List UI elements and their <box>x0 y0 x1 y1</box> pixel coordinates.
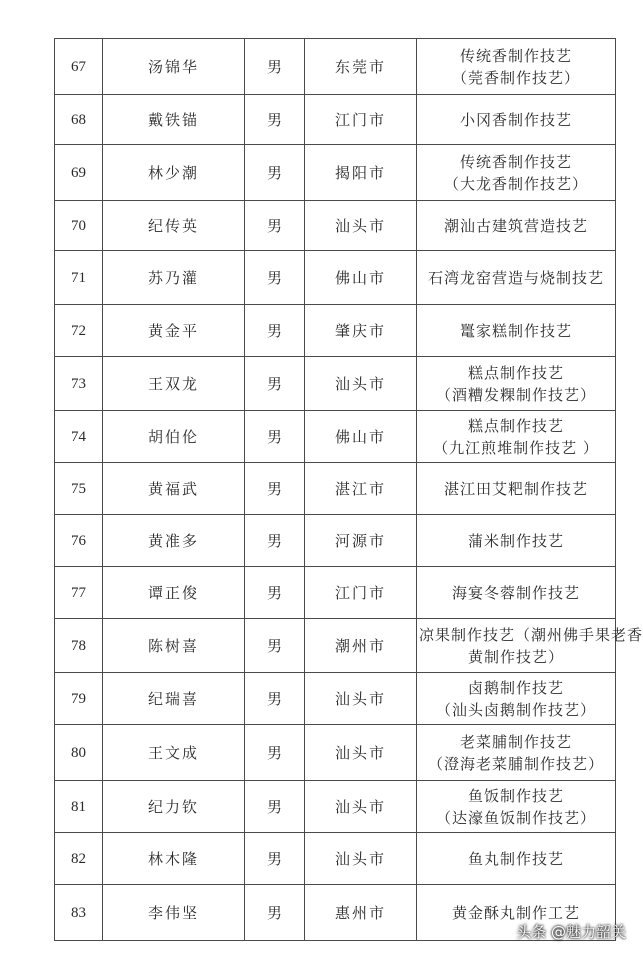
skill-name <box>417 39 616 95</box>
table-row <box>55 463 616 515</box>
skill-line: 传统香制作技艺 <box>459 152 572 171</box>
skill-name <box>417 673 616 725</box>
skill-line: 传统香制作技艺 <box>459 46 572 65</box>
row-number: 79 <box>55 673 103 725</box>
skill-line: 鱼丸制作技艺 <box>467 849 564 868</box>
row-number: 71 <box>55 251 103 305</box>
inheritor-name: 陈树喜 <box>103 619 245 673</box>
row-number: 82 <box>55 833 103 885</box>
skill-line: 蒲米制作技艺 <box>467 531 564 550</box>
inheritor-name: 戴铁锚 <box>103 95 245 145</box>
skill-line: 鼍家糕制作技艺 <box>459 321 572 340</box>
table-body <box>55 39 643 941</box>
skill-name <box>417 145 616 201</box>
table-row <box>55 145 616 201</box>
inheritor-name: 林木隆 <box>103 833 245 885</box>
skill-name <box>417 305 616 357</box>
inheritor-name: 王双龙 <box>103 357 245 411</box>
row-number: 75 <box>55 463 103 515</box>
skill-line: 糕点制作技艺 <box>467 363 564 382</box>
inheritor-name: 胡伯伦 <box>103 411 245 463</box>
skill-line: 糕点制作技艺 <box>467 416 564 435</box>
gender: 男 <box>245 567 305 619</box>
gender: 男 <box>245 885 305 941</box>
inheritor-name: 汤锦华 <box>103 39 245 95</box>
skill-name <box>417 411 616 463</box>
city: 湛江市 <box>305 463 417 515</box>
skill-name <box>417 515 616 567</box>
table-row <box>55 567 616 619</box>
skill-line: （莞香制作技艺） <box>451 68 580 87</box>
city: 惠州市 <box>305 885 417 941</box>
skill-name <box>417 201 616 251</box>
city: 江门市 <box>305 567 417 619</box>
gender: 男 <box>245 515 305 567</box>
table-row <box>55 357 616 411</box>
skill-name <box>417 725 616 781</box>
row-number: 80 <box>55 725 103 781</box>
table-row <box>55 251 616 305</box>
skill-name <box>417 781 616 833</box>
inheritor-name: 黄准多 <box>103 515 245 567</box>
row-number: 69 <box>55 145 103 201</box>
gender: 男 <box>245 833 305 885</box>
inheritor-table <box>54 38 643 941</box>
city: 佛山市 <box>305 411 417 463</box>
inheritor-name: 黄金平 <box>103 305 245 357</box>
inheritor-name: 李伟坚 <box>103 885 245 941</box>
skill-line: 黄金酥丸制作工艺 <box>451 903 580 922</box>
skill-line: 黄制作技艺） <box>467 647 564 666</box>
inheritor-name: 林少潮 <box>103 145 245 201</box>
gender: 男 <box>245 619 305 673</box>
table-row <box>55 673 616 725</box>
table-row <box>55 515 616 567</box>
table-row <box>55 619 616 673</box>
skill-line: （大龙香制作技艺） <box>443 174 588 193</box>
row-number: 72 <box>55 305 103 357</box>
skill-line: （达濠鱼饭制作技艺） <box>435 808 596 827</box>
table-row <box>55 201 616 251</box>
skill-line: 潮汕古建筑营造技艺 <box>443 216 588 235</box>
skill-name <box>417 463 616 515</box>
row-number: 78 <box>55 619 103 673</box>
inheritor-name: 苏乃灌 <box>103 251 245 305</box>
inheritor-name: 王文成 <box>103 725 245 781</box>
city: 佛山市 <box>305 251 417 305</box>
row-number: 83 <box>55 885 103 941</box>
city: 江门市 <box>305 95 417 145</box>
table-row <box>55 833 616 885</box>
gender: 男 <box>245 357 305 411</box>
row-number: 73 <box>55 357 103 411</box>
city: 河源市 <box>305 515 417 567</box>
watermark-text: 头条 @魅力韶关 <box>516 923 626 941</box>
skill-name <box>417 567 616 619</box>
gender: 男 <box>245 411 305 463</box>
inheritor-name: 纪传英 <box>103 201 245 251</box>
skill-line: （酒糟发粿制作技艺） <box>435 385 596 404</box>
gender: 男 <box>245 725 305 781</box>
row-number: 67 <box>55 39 103 95</box>
inheritor-name: 纪瑞喜 <box>103 673 245 725</box>
gender: 男 <box>245 781 305 833</box>
skill-line: 湛江田艾粑制作技艺 <box>443 479 588 498</box>
skill-name <box>417 357 616 411</box>
skill-line: 鱼饭制作技艺 <box>467 786 564 805</box>
row-number: 70 <box>55 201 103 251</box>
gender: 男 <box>245 201 305 251</box>
table-row <box>55 39 616 95</box>
table-row <box>55 95 616 145</box>
gender: 男 <box>245 145 305 201</box>
inheritor-name: 谭正俊 <box>103 567 245 619</box>
city: 汕头市 <box>305 833 417 885</box>
city: 肇庆市 <box>305 305 417 357</box>
row-number: 81 <box>55 781 103 833</box>
table-row <box>55 305 616 357</box>
skill-line: （九江煎堆制作技艺 ） <box>433 438 599 457</box>
skill-line: 凉果制作技艺（潮州佛手果老香 <box>419 625 643 644</box>
skill-name <box>417 833 616 885</box>
table-row <box>55 725 616 781</box>
skill-name <box>417 95 616 145</box>
city: 汕头市 <box>305 673 417 725</box>
table-row <box>55 781 616 833</box>
gender: 男 <box>245 251 305 305</box>
row-number: 74 <box>55 411 103 463</box>
city: 汕头市 <box>305 357 417 411</box>
city: 揭阳市 <box>305 145 417 201</box>
city: 东莞市 <box>305 39 417 95</box>
inheritor-name: 黄福武 <box>103 463 245 515</box>
skill-line: 小冈香制作技艺 <box>459 110 572 129</box>
table-row <box>55 411 616 463</box>
skill-line: 海宴冬蓉制作技艺 <box>451 583 580 602</box>
row-number: 76 <box>55 515 103 567</box>
gender: 男 <box>245 305 305 357</box>
city: 汕头市 <box>305 201 417 251</box>
city: 汕头市 <box>305 781 417 833</box>
gender: 男 <box>245 95 305 145</box>
gender: 男 <box>245 463 305 515</box>
city: 汕头市 <box>305 725 417 781</box>
gender: 男 <box>245 673 305 725</box>
row-number: 68 <box>55 95 103 145</box>
gender: 男 <box>245 39 305 95</box>
skill-line: 老菜脯制作技艺 <box>459 732 572 751</box>
skill-line: 石湾龙窑营造与烧制技艺 <box>427 268 604 287</box>
row-number: 77 <box>55 567 103 619</box>
skill-name <box>417 251 616 305</box>
skill-line: 卤鹅制作技艺 <box>467 678 564 697</box>
inheritor-name: 纪力钦 <box>103 781 245 833</box>
skill-name <box>417 619 643 673</box>
skill-line: （澄海老菜脯制作技艺） <box>427 754 604 773</box>
city: 潮州市 <box>305 619 417 673</box>
skill-line: （汕头卤鹅制作技艺） <box>435 700 596 719</box>
